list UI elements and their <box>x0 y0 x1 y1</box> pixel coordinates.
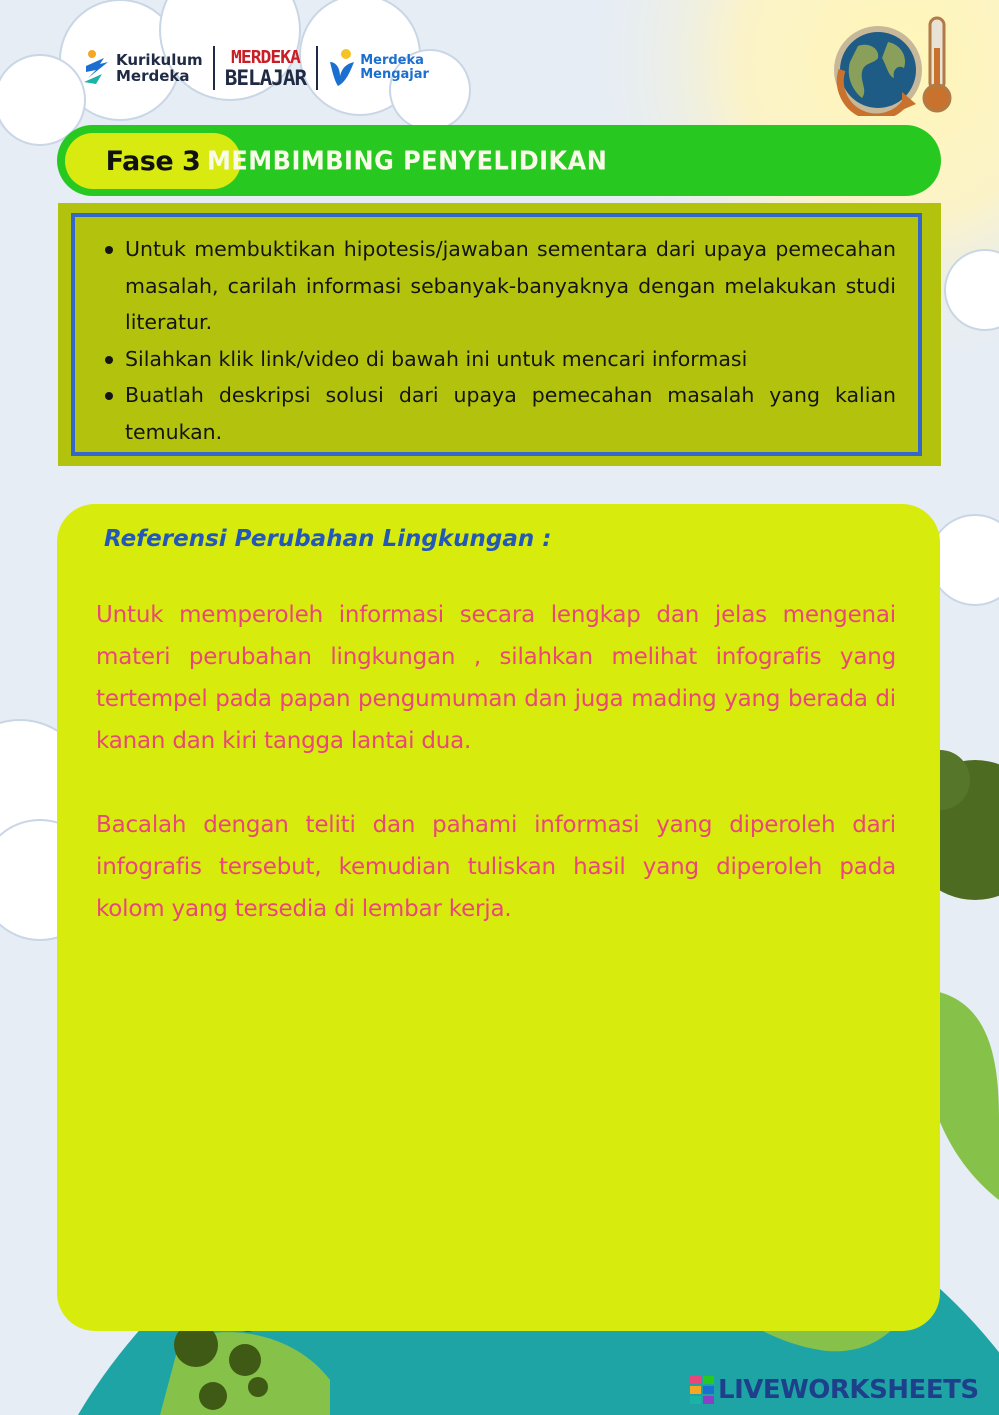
instruction-item: Buatlah deskripsi solusi dari upaya pemecahan masalah yang kalian temukan. <box>125 377 896 450</box>
reference-paragraph-2: Bacalah dengan teliti dan pahami informasi yang diperoleh dari infografis tersebut, kemudian tuliskan hasil yang diperoleh pada kolom yang tersedia di lembar kerja. <box>96 812 896 922</box>
merdeka-belajar-logo <box>225 48 307 88</box>
merdeka-mengajar-line-1: Merdeka <box>360 53 424 68</box>
reference-paragraph-1: Untuk memperoleh informasi secara lengkap dan jelas mengenai materi perubahan lingkungan , silahkan melihat infografis yang tertempel pada papan pengumuman dan juga mading yang berada di kanan dan kiri tangga lantai dua. <box>96 602 896 754</box>
logo-divider <box>316 46 318 90</box>
kurikulum-line-2: Merdeka <box>116 67 190 85</box>
watermark-text: LIVEWORKSHEETS <box>718 1375 979 1405</box>
liveworksheets-logo-icon <box>690 1376 714 1404</box>
kurikulum-logo-icon <box>82 48 112 88</box>
instruction-box <box>58 203 941 466</box>
instruction-frame <box>71 213 922 456</box>
merdeka-mengajar-logo <box>328 48 429 88</box>
phase-label: Fase 3 <box>65 133 241 189</box>
phase-header-bar <box>57 125 941 196</box>
instruction-list <box>125 231 896 450</box>
reference-panel <box>57 504 940 1331</box>
globe-thermometer-icon <box>828 12 968 116</box>
merdeka-mengajar-line-2: Mengajar <box>360 67 429 82</box>
liveworksheets-watermark <box>690 1374 979 1406</box>
phase-title: MEMBIMBING PENYELIDIKAN <box>207 145 608 177</box>
header-logos <box>82 42 429 94</box>
instruction-item: Untuk membuktikan hipotesis/jawaban sementara dari upaya pemecahan masalah, carilah informasi sebanyak-banyaknya dengan melakukan studi literatur. <box>125 231 896 341</box>
reference-title: Referensi Perubahan Lingkungan : <box>104 526 552 552</box>
instruction-item: Silahkan klik link/video di bawah ini untuk mencari informasi <box>125 341 896 378</box>
merdeka-mengajar-icon <box>328 48 356 88</box>
merdeka-belajar-line-1: MERDEKA <box>231 47 300 68</box>
merdeka-belajar-line-2: BELAJAR <box>224 66 307 90</box>
kurikulum-line-1: Kurikulum <box>116 51 203 69</box>
kurikulum-merdeka-logo <box>82 48 203 88</box>
logo-divider <box>213 46 215 90</box>
